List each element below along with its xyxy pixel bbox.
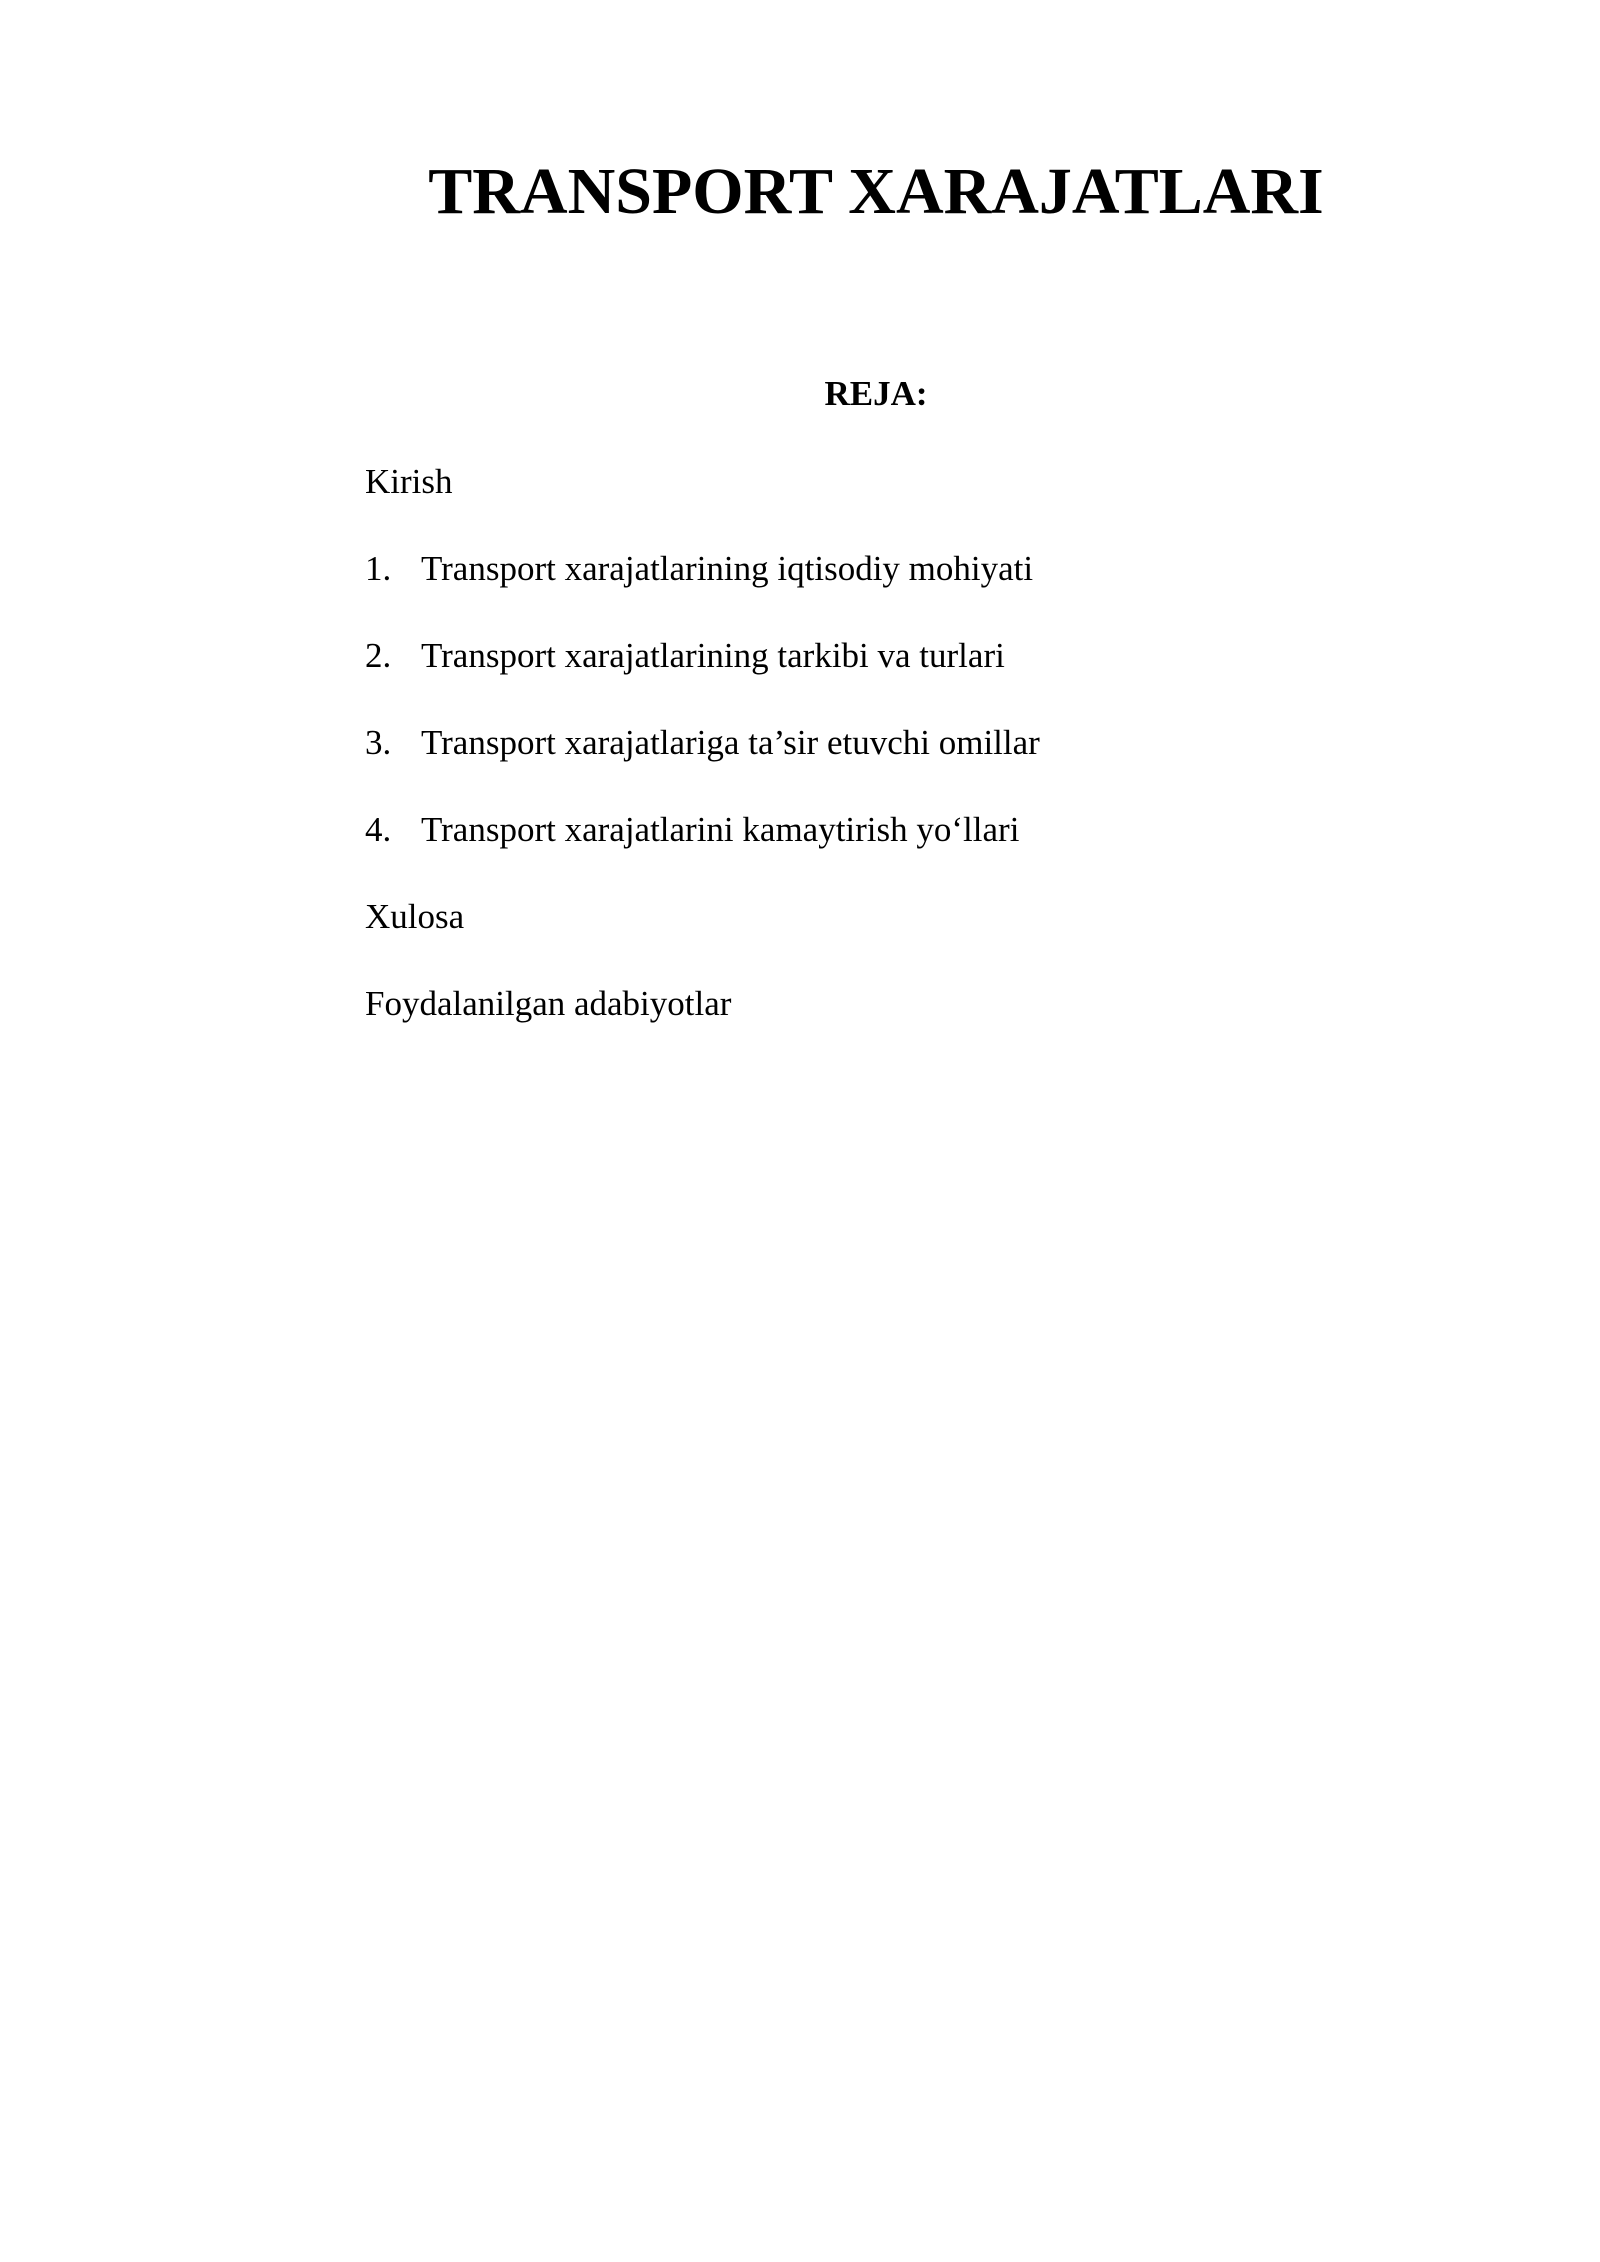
plan-conclusion: Xulosa bbox=[365, 897, 465, 936]
plan-intro: Kirish bbox=[365, 462, 453, 501]
plan-item-number: 3. bbox=[365, 723, 392, 762]
plan-item-number: 2. bbox=[365, 636, 392, 675]
plan-references: Foydalanilgan adabiyotlar bbox=[365, 984, 732, 1023]
plan-item-number: 4. bbox=[365, 810, 392, 849]
plan-item-4 bbox=[365, 808, 1019, 852]
plan-item-number: 1. bbox=[365, 549, 392, 588]
plan-item-text: Transport xarajatlarini kamaytirish yo‘llari bbox=[421, 810, 1020, 849]
plan-item-text: Transport xarajatlarining iqtisodiy mohiyati bbox=[421, 549, 1034, 588]
plan-item-2 bbox=[365, 634, 1005, 678]
plan-item-text: Transport xarajatlarining tarkibi va turlari bbox=[421, 636, 1005, 675]
plan-heading: REJA: bbox=[824, 374, 928, 413]
plan-item-3 bbox=[365, 721, 1040, 765]
document-title: TRANSPORT XARAJATLARI bbox=[428, 155, 1324, 228]
plan-item-text: Transport xarajatlariga ta’sir etuvchi omillar bbox=[421, 723, 1040, 762]
plan-item-1 bbox=[365, 547, 1033, 591]
